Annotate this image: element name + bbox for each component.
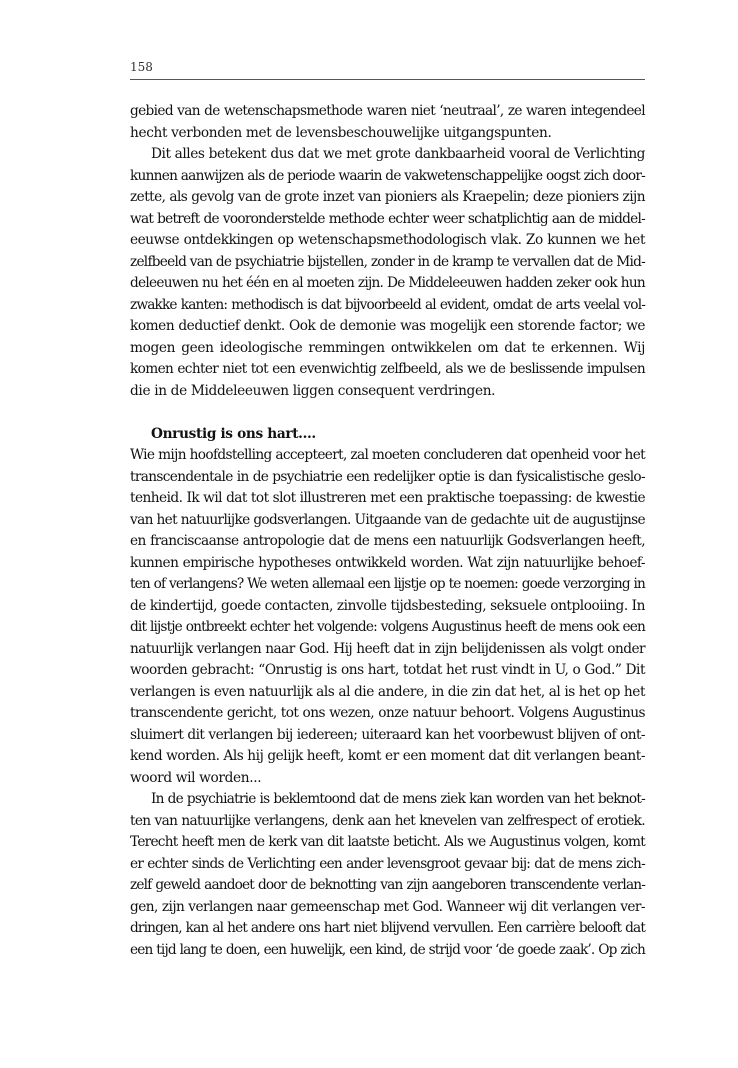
text-line: woorden gebracht: “Onrustig is ons hart, totdat het rust vindt in U, o God.” Dit <box>130 662 645 678</box>
text-line: transcendentale in de psychiatrie een redelijker optie is dan fysicalistische geslo- <box>130 468 645 485</box>
text-line: eeuwse ontdekkingen op wetenschapsmethodologisch vlak. Zo kunnen we het <box>130 232 645 248</box>
text-line: er echter sinds de Verlichting een ander levensgroot gevaar bij: dat de mens zich- <box>130 855 645 872</box>
text-line: tenheid. Ik wil dat tot slot illustreren met een praktische toepassing: de kwestie <box>130 490 645 506</box>
text-line: ten van natuurlijke verlangens, denk aan het knevelen van zelfrespect of erotiek. <box>130 812 645 829</box>
text-line: zwakke kanten: methodisch is dat bijvoorbeeld al evident, omdat de arts veelal vol- <box>130 296 645 313</box>
text-line: natuurlijk verlangen naar God. Hij heeft dat in zijn belijdenissen als volgt onder <box>130 640 645 657</box>
text-line: verlangen is even natuurlijk als al die andere, in die zin dat het, al is het op het <box>130 683 645 700</box>
text-line: transcendente gericht, tot ons wezen, onze natuur behoort. Volgens Augustinus <box>130 705 645 721</box>
section-spacer <box>130 402 645 424</box>
text-line: In de psychiatrie is beklemtoond dat de mens ziek kan worden van het beknot- <box>151 791 645 807</box>
text-line: en franciscaanse antropologie dat de mens een natuurlijk Godsverlangen heeft, <box>130 533 645 549</box>
text-line: Terecht heeft men de kerk van dit laatste beticht. Als we Augustinus volgen, komt <box>130 834 645 850</box>
text-line: gen, zijn verlangen naar gemeenschap met God. Wanneer wij dit verlangen ver- <box>130 898 645 915</box>
text-line: zelf geweld aandoet door de beknotting van zijn aangeboren transcendente verlan- <box>130 877 645 893</box>
text-line: de kindertijd, goede contacten, zinvolle tijdsbesteding, seksuele ontplooiing. In <box>130 597 645 614</box>
text-line: woord wil worden... <box>130 769 262 786</box>
paragraph-1 <box>130 101 645 144</box>
page-number: 158 <box>130 60 153 74</box>
text-line: zelfbeeld van de psychiatrie bijstellen, zonder in de kramp te vervallen dat de Mid- <box>130 253 645 270</box>
paragraph-4 <box>130 789 645 961</box>
text-line: gebied van de wetenschapsmethode waren niet ‘neutraal’, ze waren integendeel <box>130 103 645 119</box>
text-line: van het natuurlijke godsverlangen. Uitgaande van de gedachte uit de augustijnse <box>130 511 645 528</box>
text-line: kend worden. Als hij gelijk heeft, komt er een moment dat dit verlangen beant- <box>130 748 645 764</box>
text-line: dringen, kan al het andere ons hart niet blijvend vervullen. Een carrière belooft dat <box>130 920 645 936</box>
text-line: zette, als gevolg van de grote inzet van pioniers als Kraepelin; deze pioniers zijn <box>130 189 645 205</box>
text-line: dit lijstje ontbreekt echter het volgende: volgens Augustinus heeft de mens ook een <box>130 619 645 635</box>
text-line: deleeuwen nu het één en al moeten zijn. De Middeleeuwen hadden zeker ook hun <box>130 275 645 291</box>
text-line: een tijd lang te doen, een huwelijk, een kind, de strijd voor ‘de goede zaak’. Op zich <box>130 941 645 958</box>
header-rule <box>130 79 645 80</box>
text-line: komen deductief denkt. Ook de demonie was mogelijk een storende factor; we <box>130 318 645 334</box>
paragraph-2 <box>130 144 645 402</box>
text-line: mogen geen ideologische remmingen ontwikkelen om dat te erkennen. Wij <box>130 339 645 356</box>
section-heading: Onrustig is ons hart.... <box>151 425 316 442</box>
text-line: komen echter niet tot een evenwichtig zelfbeeld, als we de beslissende impulsen <box>130 361 645 377</box>
text-line: die in de Middeleeuwen liggen consequent verdringen. <box>130 382 496 399</box>
text-line: kunnen aanwijzen als de periode waarin de vakwetenschappelijke oogst zich door- <box>130 167 645 184</box>
text-line: sluimert dit verlangen bij iedereen; uiteraard kan het voorbewust blijven of ont- <box>130 726 645 743</box>
paragraph-3 <box>130 445 645 789</box>
text-line: kunnen empirische hypotheses ontwikkeld worden. Wat zijn natuurlijke behoef- <box>130 554 645 571</box>
text-line: Dit alles betekent dus dat we met grote dankbaarheid vooral de Verlichting <box>151 146 645 162</box>
text-line: hecht verbonden met de levensbeschouwelijke uitgangspunten. <box>130 124 552 141</box>
text-line: Wie mijn hoofdstelling accepteert, zal moeten concluderen dat openheid voor het <box>130 447 645 463</box>
text-line: wat betreft de vooronderstelde methode echter weer schatplichtig aan de middel- <box>130 210 645 227</box>
body-text <box>130 101 645 961</box>
text-line: ten of verlangens? We weten allemaal een lijstje op te noemen: goede verzorging in <box>130 576 645 592</box>
